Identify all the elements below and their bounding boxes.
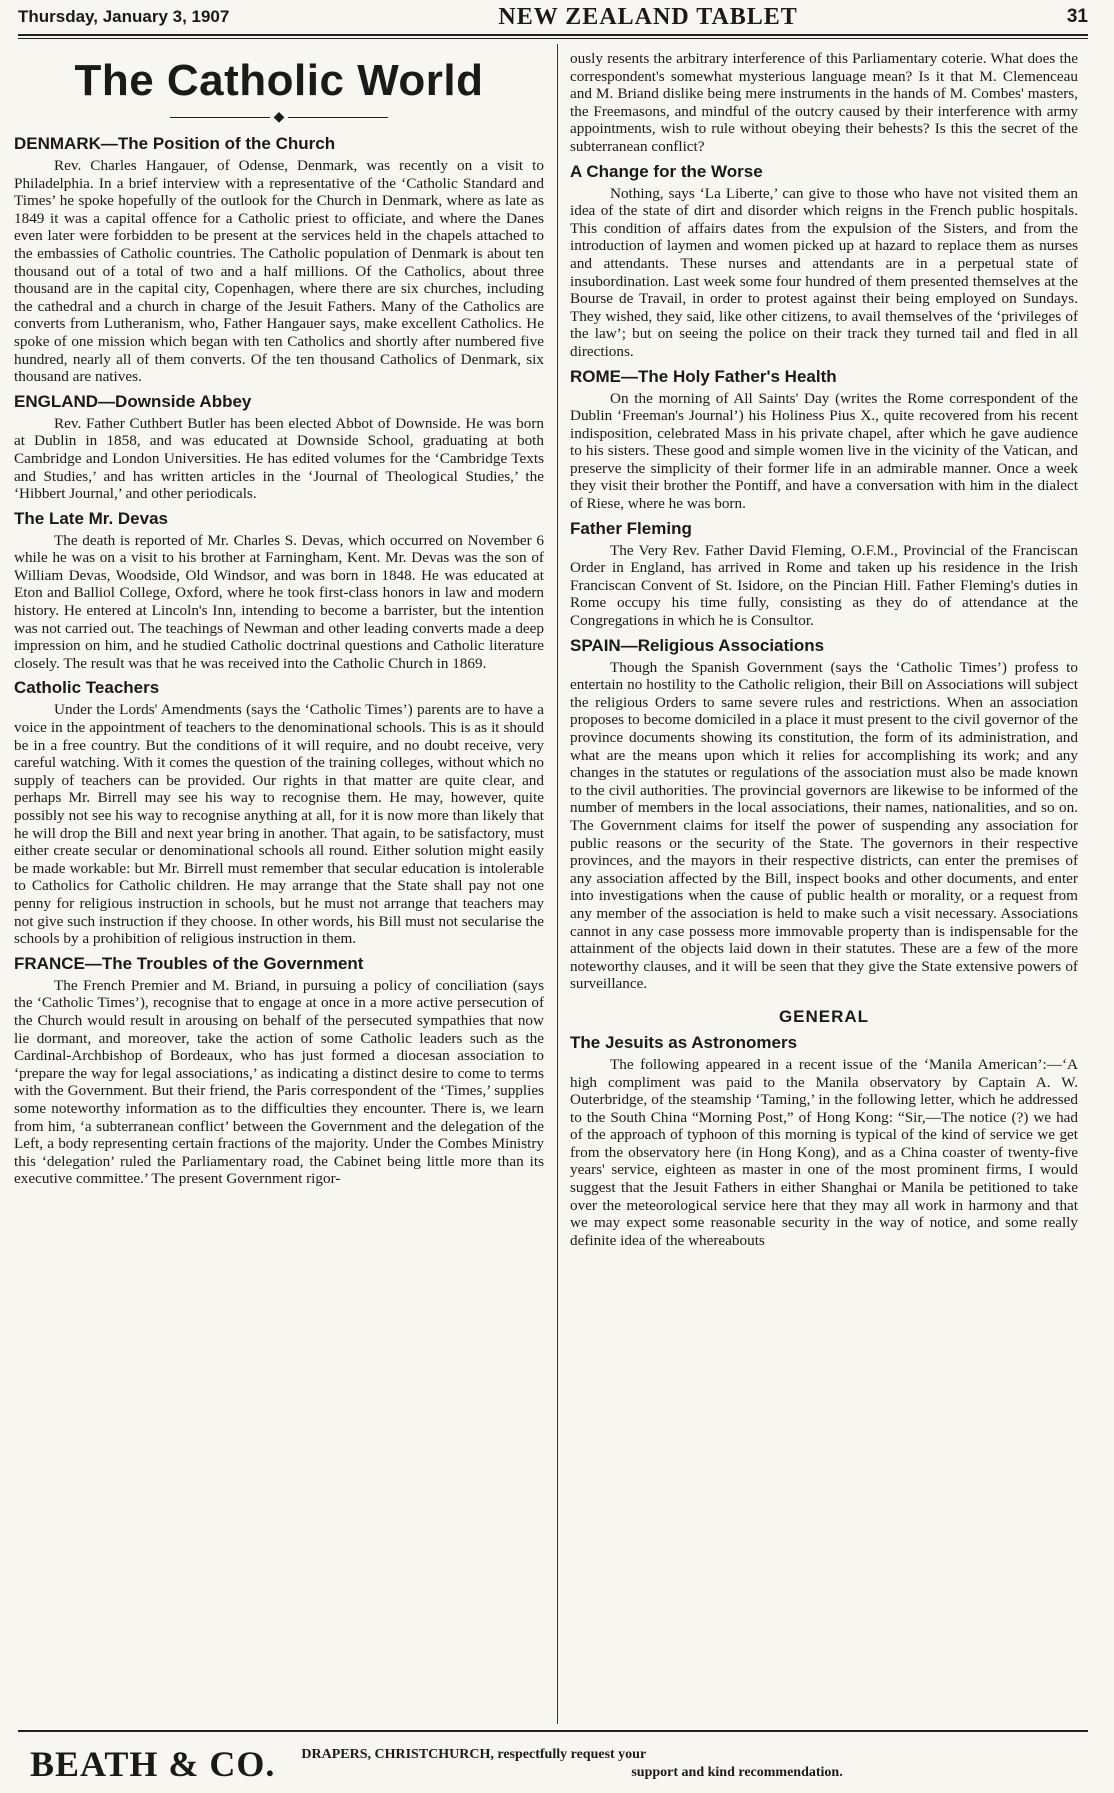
article-heading: The Jesuits as Astronomers [570, 1032, 798, 1052]
right-articles [570, 50, 1078, 1249]
article-heading: Catholic Teachers [14, 678, 160, 698]
article-paragraph: Rev. Father Cuthbert Butler has been elected Abbot of Downside. He was born at Dublin in 1858, and was educated at Downside School, graduating at both Cambridge and London Universities. He has edited volumes for the ‘Cambridge Texts and Studies,’ and has written articles in the ‘Journal of Theological Studies,’ the ‘Hibbert Journal,’ and other periodicals. [14, 414, 544, 503]
issue-date: Thursday, January 3, 1907 [18, 7, 230, 26]
diamond-ornament-icon: ◆ [273, 110, 285, 125]
article-paragraph: The following appeared in a recent issue of the ‘Manila American’:—‘A high compliment was paid to the Manila observatory by Captain A. W. Outerbridge, of the steamship ‘Taming,’ in the following letter, which he addressed to the South China “Morning Post,” of Hong Kong: “Sir,—The notice (?) we had of the approach of typhoon of this morning is typical of the kind of service we get from the observatory here (in Hong Kong), and as a China coaster of twenty-five years' service, eighteen as master in one of the most prominent firms, I would suggest that the Jesuit Fathers in either Shanghai or Manila be petitioned to take over the meteorological service here that they may all work in harmony and that we may expect some reasonable security in the way of notice, and some really definite idea of the whereabouts [570, 1055, 1078, 1249]
page-number: 31 [1066, 6, 1088, 27]
article-paragraph: ously resents the arbitrary interference of this Parliamentary coterie. What does the correspondent's somewhat mysterious language mean? Is it that M. Clemenceau and M. Briand dislike being mere instruments in the hands of M. Combes' masters, the Freemasons, and mindful of the outcry caused by their interference with army appointments, wish to rule without obeying their behests? Is this the secret of the subterranean conflict? [570, 50, 1078, 155]
article-heading: The Late Mr. Devas [14, 508, 169, 528]
article-paragraph: On the morning of All Saints' Day (writes the Rome correspondent of the Dublin ‘Freeman's Journal’) his Holiness Pius X., quite recovered from his recent indisposition, celebrated Mass in his private chapel, after which he gave audience to his sisters. These good and simple women live in the vicinity of the Vatican, and preserve the simplicity of their former life in an admirable manner. Once a week they visit their brother the Pontiff, and have a conversation with him in the dialect of Riese, where he was born. [570, 389, 1078, 513]
article-denmark-the-position-of-the-church [14, 134, 544, 386]
ad-line-2: support and kind recommendation. [631, 1765, 843, 1780]
article-heading: A Change for the Worse [570, 161, 763, 181]
article-heading: FRANCE—The Troubles of the Government [14, 953, 364, 973]
article-general [570, 1007, 1078, 1027]
article-paragraph: Under the Lords' Amendments (says the ‘Catholic Times’) parents are to have a voice in the appointment of teachers to the denominational schools. This is as it should be in a free country. But the conditions of it will require, and no doubt receive, very careful watching. With it comes the question of the training colleges, without which no supply of teachers can be provided. Our rights in that matter are quite clear, and perhaps Mr. Birrell may see his way to recognise them. He may, however, quite possibly not see his way to recognise anything at all, for it is now more than likely that he will drop the Bill and next year bring in another. That again, to be satisfactory, must either create secular or denominational schools all round. Either solution might easily be made workable: but Mr. Birrell must remember that secular education is intolerable to Catholics for Catholic children. He may arrange that the State shall pay not one penny for religious instruction in schools, but he must not arrange that teachers may not give such instruction if they choose. In other words, his Bill must not secularise the schools by a prohibition of religious instruction in them. [14, 701, 544, 948]
article-paragraph: Nothing, says ‘La Liberte,’ can give to those who have not visited them an idea of the state of dirt and disorder which reigns in the French public hospitals. This condition of affairs dates from the expulsion of the Sisters, and from the introduction of laymen and women picked up at hazard to replace them as nurses and attendants. These nurses and attendants are in a perpetual state of insubordination. Last week some four hundred of them presented themselves at the Bourse de Travail, in order to protest against their being employed on Sundays. They wished, they said, like other citizens, to avail themselves of the ‘privileges of the law’; but on seeing the police on their track they turned tail and fled in all directions. [570, 184, 1078, 360]
article-heading: Father Fleming [570, 518, 692, 538]
article-france-the-troubles-of-the-government [14, 954, 544, 1188]
article-paragraph: The death is reported of Mr. Charles S. Devas, which occurred on November 6 while he was on a visit to his brother at Farningham, Kent. Mr. Devas was the son of William Devas, Woodside, Old Windsor, and was born in 1848. He was educated at Eton and Balliol College, Oxford, where he took first-class honors in law and modern history. He entered at Lincoln's Inn, intending to become a barrister, but the intention was not carried out. The teachings of Newman and other leading converts made a deep impression on him, and he studied Catholic doctrinal questions and Catholic literature closely. The result was that he was received into the Catholic Church in 1869. [14, 531, 544, 672]
article-catholic-teachers [14, 678, 544, 947]
masthead [18, 2, 1088, 32]
newspaper-title: NEW ZEALAND TABLET [498, 3, 798, 30]
article-paragraph: Though the Spanish Government (says the ‘Catholic Times’) profess to entertain no hostility to the Catholic religion, their Bill on Associations will subject the religious Orders to same severe rules and restrictions. When an association proposes to become domiciled in a place it must present to the civil governor of the province documents showing its constitution, the form of its administration, and what are the means upon which it relies for accomplishing its work; and any changes in the statutes or regulations of the association must also be made known to the civil authorities. The provincial governors are likewise to be informed of the number of members in the local associations, their names, nationalities, and so on. The Government claims for itself the power of suspending any association for public reasons or the security of the State. The governors in their respective provinces, and the mayors in their respective districts, can enter the premises of any association affected by the Bill, inspect books and other documents, and enter into investigations when the cause of public health or morality, or a request from any member of the association is held to make such a visit necessary. Associations cannot in any case possess more immovable property than is indispensable for the attainment of the objects laid down in their statutes. These are a few of the more noteworthy clauses, and it will be seen that they give the State extensive powers of surveillance. [570, 658, 1078, 993]
title-ornament [14, 110, 544, 126]
left-column [14, 50, 544, 1722]
advertisement-footer [30, 1738, 1070, 1790]
article-paragraph: The Very Rev. Father David Fleming, O.F.M., Provincial of the Franciscan Order in England, has arrived in Rome and taken up his residence in the Irish Franciscan Convent of St. Isidore, on the Pincian Hill. Father Fleming's duties in Rome occupy his time fully, consisting as they do of attendance at the Congregations in which he is Consultor. [570, 541, 1078, 630]
article-heading: DENMARK—The Position of the Church [14, 134, 336, 153]
article-father-fleming [570, 519, 1078, 630]
masthead-rule [18, 34, 1088, 36]
article-heading: GENERAL [778, 1006, 870, 1026]
article-rome-the-holy-father-s-health [570, 367, 1078, 513]
article-continued [570, 50, 1078, 156]
masthead-rule-thin [18, 38, 1088, 39]
article-heading: SPAIN—Religious Associations [570, 635, 825, 655]
article-paragraph: The French Premier and M. Briand, in pursuing a policy of conciliation (says the ‘Catholic Times’), recognise that to engage at once in a more active persecution of the Church would result in arousing on behalf of the persecuted sympathies that now lie dormant, and moreover, take the action of some Catholic leaders such as the Cardinal-Archbishop of Bordeaux, who has just formed a diocesan association to ‘prepare the way for legal associations,’ as indicating a distinct desire to come to terms with the Government. But their friend, the Paris correspondent of the ‘Times,’ supplies some noteworthy information as to the difficulties they encounter. There is, we learn from him, ‘a subterranean conflict’ between the Government and the delegation of the Left, a body representing certain fractions of the majority. Under the Combes Ministry this ‘delegation’ ruled the Parliamentary road, the Cabinet being little more than its executive committee.’ The present Government rigor- [14, 976, 544, 1188]
footer-rule [18, 1730, 1088, 1732]
left-articles [14, 134, 544, 1188]
article-paragraph: Rev. Charles Hangauer, of Odense, Denmark, was recently on a visit to Philadelphia. In a brief interview with a representative of the ‘Catholic Standard and Times’ he spoke hopefully of the outlook for the Church in Denmark, where as late as 1849 it was a capital offence for a Catholic priest to officiate, and where the Danes even later were forbidden to be present at the services held in the chapels attached to the embassies of Catholic countries. The Catholic population of Denmark is about ten thousand out of a total of two and a half millions. Of the Catholics, about three thousand are in the capital city, Copenhagen, where there are six churches, including the cathedral and a church in charge of the Jesuit Fathers. Many of the Catholics are converts from Lutheranism, who, Father Hangauer says, make excellent Catholics. He spoke of one mission which began with ten Catholics and shortly after numbered five hundred, nearly all of them converts. Of the ten thousand Catholics of Denmark, six thousand are natives. [14, 157, 544, 386]
advertiser-name: BEATH & CO. [30, 1744, 276, 1784]
article-spain-religious-associations [570, 636, 1078, 993]
article-heading: ENGLAND—Downside Abbey [14, 391, 252, 411]
ad-line-1: DRAPERS, CHRISTCHURCH, respectfully request your [301, 1747, 647, 1762]
article-england-downside-abbey [14, 392, 544, 503]
article-the-late-mr-devas [14, 509, 544, 673]
column-divider [557, 44, 558, 1724]
right-column [570, 50, 1078, 1722]
section-title: The Catholic World [74, 56, 484, 105]
article-a-change-for-the-worse [570, 162, 1078, 361]
article-the-jesuits-as-astronomers [570, 1033, 1078, 1250]
advertisement-text [301, 1746, 842, 1782]
article-heading: ROME—The Holy Father's Health [570, 366, 837, 386]
